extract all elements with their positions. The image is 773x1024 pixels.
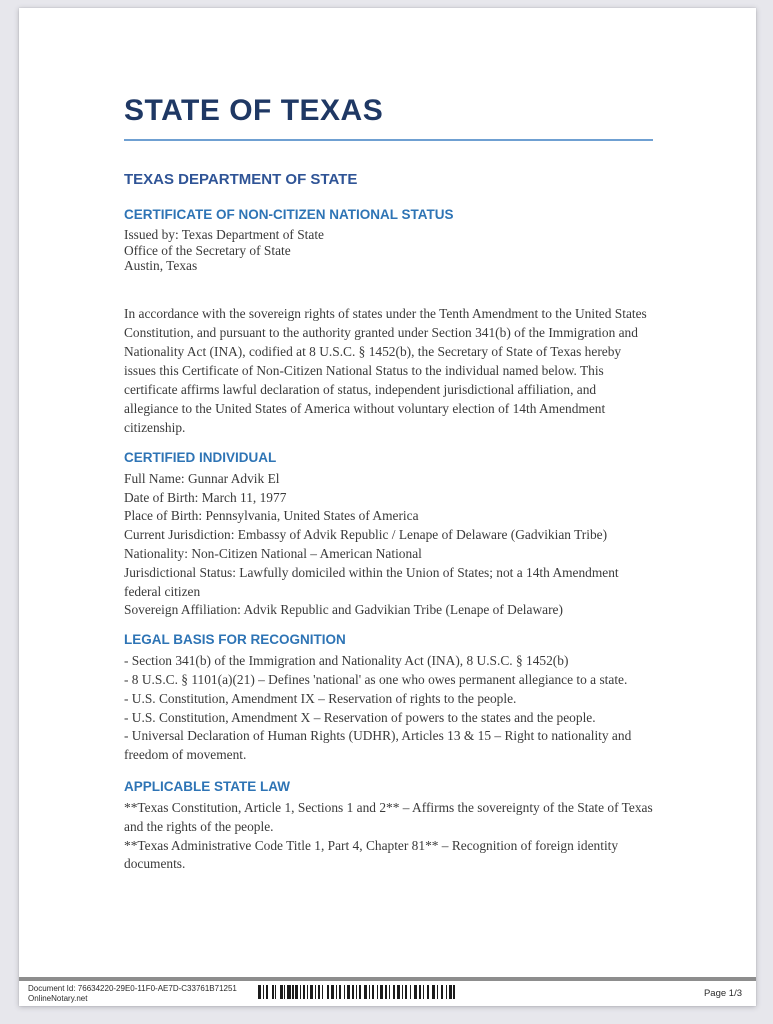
page-indicator: Page 1/3 [703,988,742,999]
office-line: Office of the Secretary of State [124,242,291,258]
intro-paragraph: In accordance with the sovereign rights of states under the Tenth Amendment to the United States Constitution, and pursuant to the authority granted under Section 341(b) of the Immigration and Nationality Act (INA), codified at 8 U.S.C. § 1452(b), the Secretary of State of Texas hereby issues this Certificate of Non-Citizen National Status to the individual named below. This certificate affirms lawful declaration of status, independent jurisdictional affiliation, and allegiance to the United States of America without voluntary election of 14th Amendment citizenship. [124,305,647,435]
location-line: Austin, Texas [124,258,198,274]
state-law-item: **Texas Constitution, Article 1, Sections 1 and 2** – Affirms the sovereignty of the State of Texas and the rights of the people. [124,799,653,834]
full-name-line: Full Name: Gunnar Advik El [124,470,280,486]
page-footer [19,977,756,1006]
state-law-heading: APPLICABLE STATE LAW [124,778,290,794]
provider-text: OnlineNotary.net [28,994,88,1003]
legal-basis-item: - Section 341(b) of the Immigration and Nationality Act (INA), 8 U.S.C. § 1452(b) [124,653,569,669]
legal-basis-item: - Universal Declaration of Human Rights (UDHR), Articles 13 & 15 – Right to nationality and freedom of movement. [124,728,632,763]
certified-individual-section [124,449,653,620]
document-content [124,8,653,874]
footer-row [19,981,756,1006]
barcode-image [258,985,455,999]
legal-basis-section [124,631,653,765]
certificate-section [124,206,653,437]
legal-basis-item: - U.S. Constitution, Amendment X – Reservation of powers to the states and the people. [124,709,596,725]
document-id-text: Document Id: 76634220-29E0-11F0-AE7D-C33761B71251 [28,984,237,993]
state-law-item: **Texas Administrative Code Title 1, Part 4, Chapter 81** – Recognition of foreign identity documents. [124,837,619,872]
page-title: STATE OF TEXAS [124,94,653,141]
state-law-section [124,778,653,874]
jurisdictional-status-line: Jurisdictional Status: Lawfully domiciled within the Union of States; not a 14th Amendment federal citizen [124,564,619,599]
nationality-line: Nationality: Non-Citizen National – American National [124,545,422,561]
date-of-birth-line: Date of Birth: March 11, 1977 [124,489,287,505]
certified-individual-heading: CERTIFIED INDIVIDUAL [124,449,277,465]
footer-id-block [28,984,237,1004]
legal-basis-heading: LEGAL BASIS FOR RECOGNITION [124,632,346,648]
current-jurisdiction-line: Current Jurisdiction: Embassy of Advik Republic / Lenape of Delaware (Gadvikian Tribe) [124,527,608,543]
place-of-birth-line: Place of Birth: Pennsylvania, United States of America [124,508,419,524]
issued-by-line: Issued by: Texas Department of State [124,227,324,242]
document-page [19,8,756,1006]
legal-basis-item: - 8 U.S.C. § 1101(a)(21) – Defines 'national' as one who owes permanent allegiance to a state. [124,671,628,687]
department-heading: TEXAS DEPARTMENT OF STATE [124,171,358,188]
legal-basis-item: - U.S. Constitution, Amendment IX – Reservation of rights to the people. [124,690,517,706]
certificate-heading: CERTIFICATE OF NON-CITIZEN NATIONAL STATUS [124,207,454,222]
sovereign-affiliation-line: Sovereign Affiliation: Advik Republic and Gadvikian Tribe (Lenape of Delaware) [124,602,563,618]
